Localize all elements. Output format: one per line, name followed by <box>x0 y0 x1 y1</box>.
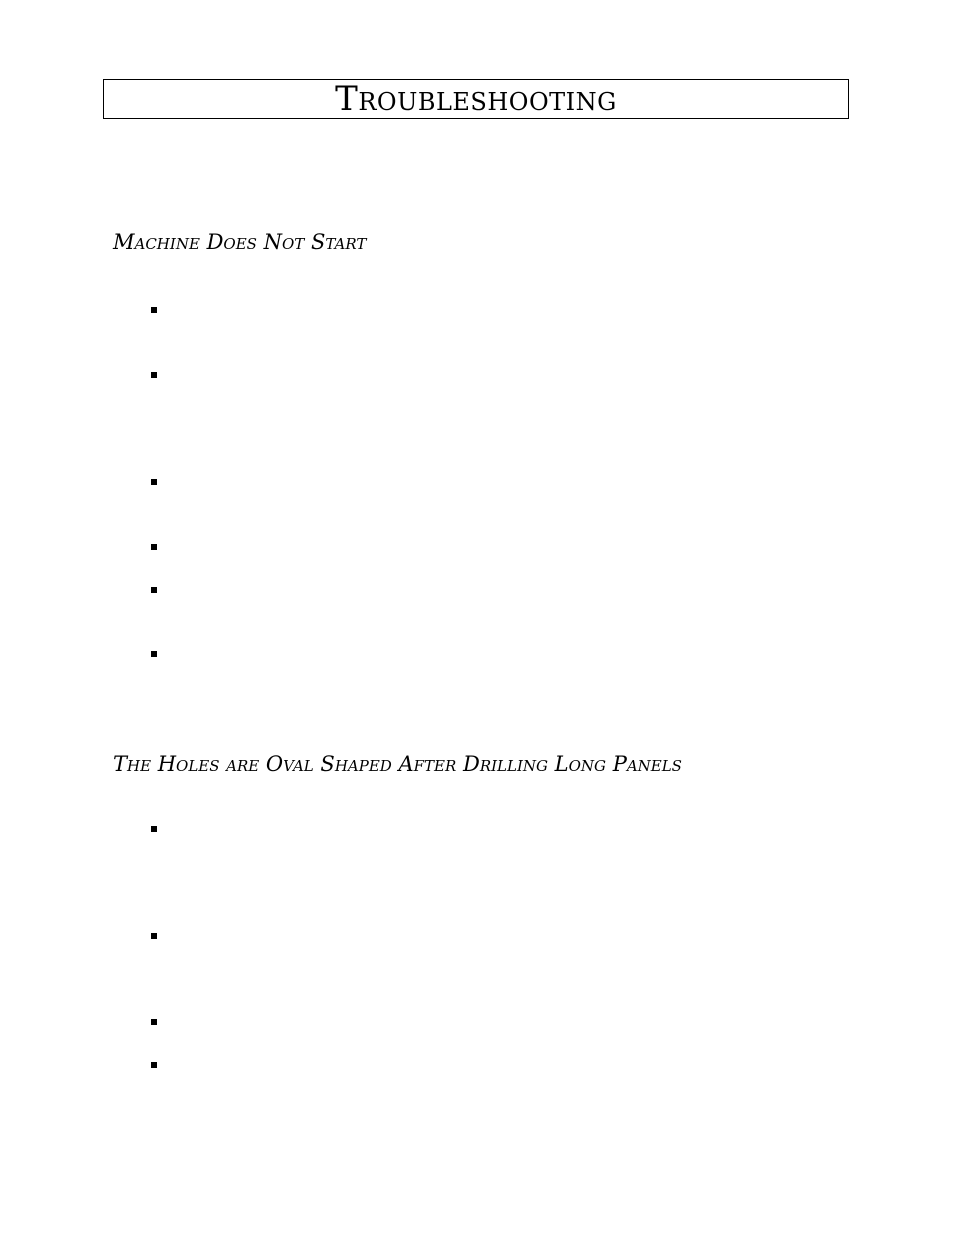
page-title-box <box>103 79 849 119</box>
section-heading-oval-holes: The Holes are Oval Shaped After Drilling Long Panels <box>113 752 682 776</box>
list-item-bullet <box>151 933 157 939</box>
section-heading-machine-does-not-start: Machine Does Not Start <box>113 230 367 254</box>
list-item-bullet <box>151 1019 157 1025</box>
list-item-bullet <box>151 651 157 657</box>
list-item-bullet <box>151 587 157 593</box>
list-item-bullet <box>151 372 157 378</box>
list-item-bullet <box>151 826 157 832</box>
list-item-bullet <box>151 307 157 313</box>
page-title: Troubleshooting <box>335 79 617 119</box>
list-item-bullet <box>151 1062 157 1068</box>
list-item-bullet <box>151 479 157 485</box>
list-item-bullet <box>151 544 157 550</box>
